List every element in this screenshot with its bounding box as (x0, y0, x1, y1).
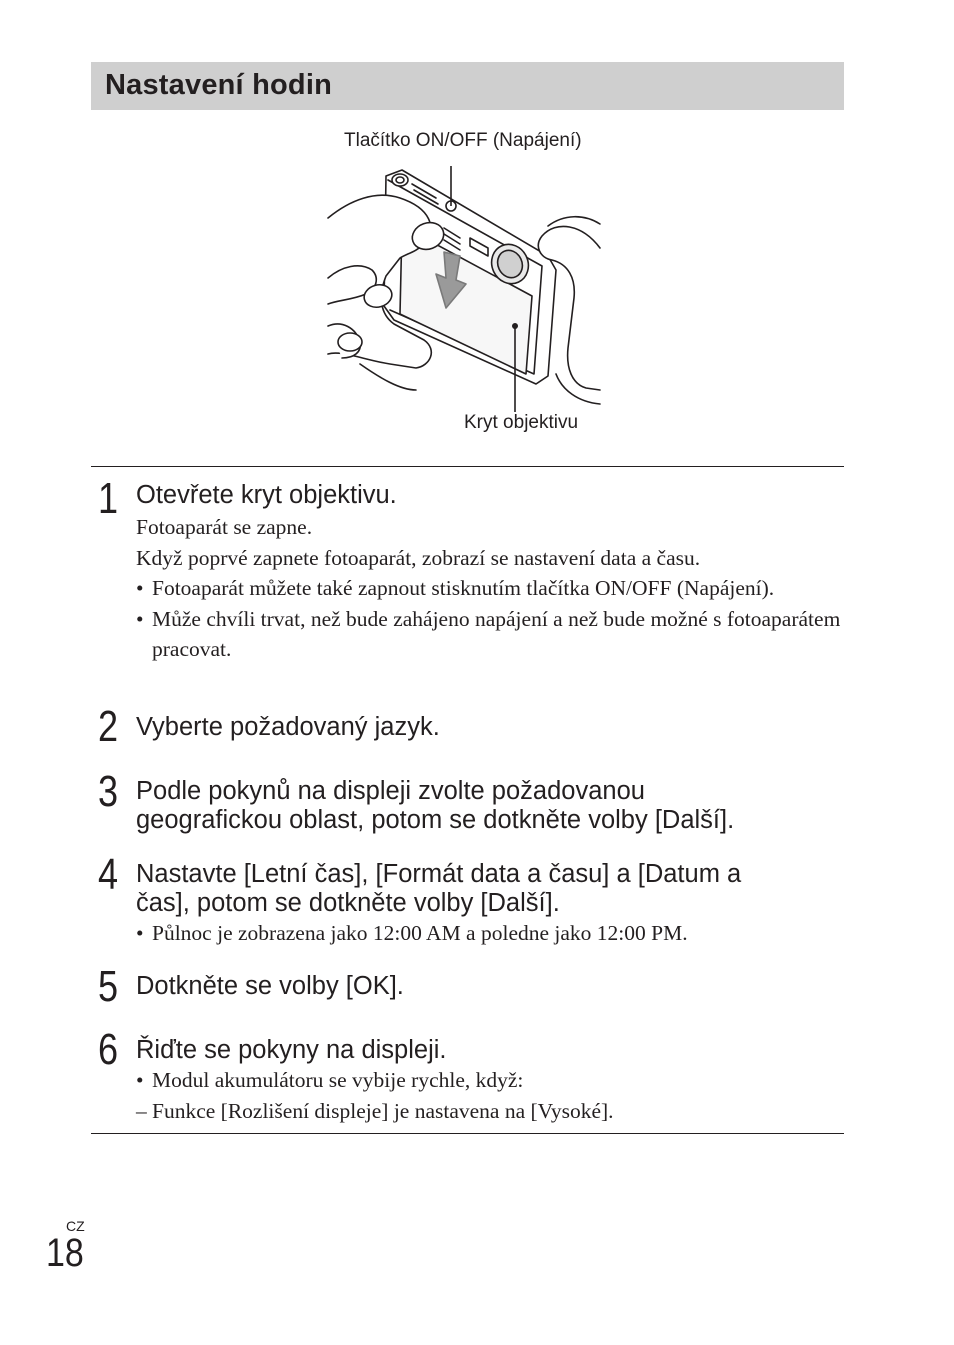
bullet-glyph: • (136, 921, 144, 945)
language-code: CZ (66, 1218, 85, 1234)
power-button-label: Tlačítko ON/OFF (Napájení) (344, 130, 582, 151)
bullet-glyph: • (136, 1068, 144, 1092)
bullet-item (136, 1065, 844, 1096)
divider-top (91, 466, 844, 467)
step-number: 4 (98, 850, 119, 899)
step-text: Fotoaparát se zapne. (136, 515, 313, 539)
lens-cover-label: Kryt objektivu (464, 412, 579, 433)
bullet-glyph: • (136, 576, 144, 600)
section-header (91, 62, 844, 110)
step-number: 6 (98, 1025, 119, 1074)
bullet-item (136, 604, 844, 665)
bullet-glyph: • (136, 606, 144, 631)
bullet-item (136, 573, 844, 604)
page-title: Nastavení hodin (105, 69, 332, 101)
camera-illustration (320, 128, 620, 443)
bullet-text: Modul akumulátoru se vybije rychle, když: (152, 1068, 524, 1092)
dash-text: Funkce [Rozlišení displeje] je nastavena na [Vysoké]. (152, 1098, 614, 1123)
bullet-item (136, 918, 844, 949)
step-heading-line: Podle pokynů na displeji zvolte požadovanou (136, 777, 645, 805)
step-number: 5 (98, 962, 119, 1011)
step-heading: Otevřete kryt objektivu. (136, 481, 397, 509)
step-number: 3 (98, 767, 119, 816)
divider-bottom (91, 1133, 844, 1134)
dash-glyph: – (136, 1098, 147, 1123)
bullet-text: Půlnoc je zobrazena jako 12:00 AM a poledne jako 12:00 PM. (152, 921, 688, 945)
step-heading: Vyberte požadovaný jazyk. (136, 713, 440, 741)
step-heading: Dotkněte se volby [OK]. (136, 972, 404, 1000)
step-heading: Řiďte se pokyny na displeji. (136, 1036, 447, 1064)
dash-item (136, 1096, 844, 1127)
step-heading-line: čas], potom se dotkněte volby [Další]. (136, 889, 560, 917)
page-number: 18 (46, 1231, 84, 1275)
step-heading-line: geografickou oblast, potom se dotkněte volby [Další]. (136, 806, 735, 834)
step-number: 1 (98, 474, 119, 523)
bullet-text: Fotoaparát můžete také zapnout stisknutím tlačítka ON/OFF (Napájení). (152, 576, 775, 600)
bullet-text: Může chvíli trvat, než bude zahájeno napájení a než bude možné s fotoaparátem pracovat. (152, 606, 841, 661)
step-text: Když poprvé zapnete fotoaparát, zobrazí se nastavení data a času. (136, 545, 701, 570)
step-heading-line: Nastavte [Letní čas], [Formát data a času] a [Datum a (136, 860, 742, 888)
step-number: 2 (98, 702, 119, 751)
